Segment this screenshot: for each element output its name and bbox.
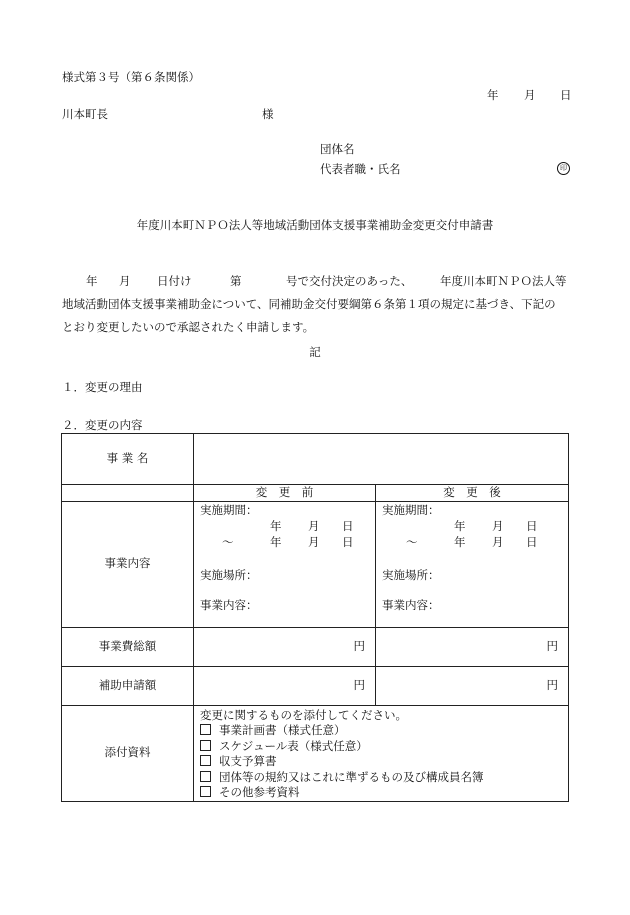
after-period-label: 実施期間： [382, 502, 440, 517]
after-header: 変 更 後 [376, 485, 569, 502]
detail-label: 事業内容 [62, 501, 194, 627]
date-day: 日 [560, 88, 572, 102]
body-dai: 第 [230, 274, 242, 288]
before-place-label: 実施場所： [200, 567, 258, 582]
checkbox-icon[interactable] [200, 724, 211, 735]
project-name-label [62, 434, 194, 485]
row-total-cost [62, 627, 569, 666]
blank-header-cell [62, 485, 194, 502]
yen-unit: 円 [353, 677, 365, 692]
after-end-day: 日 [526, 534, 538, 549]
attachment-label: 団体等の規約又はこれに準ずるもの及び構成員名簿 [219, 769, 484, 784]
before-end-month: 月 [308, 534, 320, 549]
after-tilde: ～ [406, 534, 418, 549]
attachment-item[interactable] [200, 723, 562, 739]
body-go: 号で交付決定のあった、 [286, 274, 413, 288]
seal-mark: 印 [557, 162, 570, 175]
subsidy-before[interactable] [194, 666, 376, 705]
row-column-headers [62, 485, 569, 502]
total-cost-before[interactable] [194, 627, 376, 666]
attachments-label: 添付資料 [62, 705, 194, 801]
attachment-label: その他参考資料 [219, 785, 300, 800]
after-end-month: 月 [492, 534, 504, 549]
attachments-cell [194, 705, 569, 801]
detail-before-cell[interactable] [194, 501, 376, 627]
row-subsidy [62, 666, 569, 705]
after-content-label: 事業内容： [382, 597, 440, 612]
attachment-item[interactable] [200, 739, 562, 755]
before-tilde: ～ [222, 534, 234, 549]
representative-label: 代表者職・氏名 [320, 162, 401, 176]
checkbox-icon[interactable] [200, 740, 211, 751]
checkbox-icon[interactable] [200, 771, 211, 782]
attachment-item[interactable] [200, 754, 562, 770]
before-content-label: 事業内容： [200, 597, 258, 612]
yen-unit: 円 [546, 638, 558, 653]
attachment-label: スケジュール表（様式任意） [219, 738, 368, 753]
subsidy-label: 補助申請額 [62, 666, 194, 705]
attachment-label: 収支予算書 [219, 754, 277, 769]
body-line-2: 地域活動団体支援事業補助金について、同補助金交付要綱第６条第１項の規定に基づき、下記の [62, 297, 556, 311]
yen-unit: 円 [353, 638, 365, 653]
total-cost-label: 事業費総額 [62, 627, 194, 666]
body-line-3: とおり変更したいので承認されたく申請します。 [62, 320, 315, 334]
checkbox-icon[interactable] [200, 786, 211, 797]
attachment-label: 事業計画書（様式任意） [219, 723, 346, 738]
before-end-day: 日 [342, 534, 354, 549]
yen-unit: 円 [546, 677, 558, 692]
honorific: 様 [262, 107, 274, 121]
body-paragraph [62, 270, 572, 339]
ki-mark: 記 [309, 345, 321, 359]
after-start-year: 年 [454, 518, 466, 533]
section-content: ２．変更の内容 [62, 418, 143, 432]
after-end-year: 年 [454, 534, 466, 549]
checkbox-icon[interactable] [200, 755, 211, 766]
after-start-month: 月 [492, 518, 504, 533]
after-start-day: 日 [526, 518, 538, 533]
project-name-label-text: 事 業 名 [106, 451, 149, 466]
before-start-year: 年 [270, 518, 282, 533]
row-project-name [62, 434, 569, 485]
before-header: 変 更 前 [194, 485, 376, 502]
attachments-note: 変更に関するものを添付してください。 [200, 707, 407, 722]
body-year: 年 [86, 274, 98, 288]
before-end-year: 年 [270, 534, 282, 549]
section-reason: １．変更の理由 [62, 380, 143, 394]
recipient: 川本町長 [62, 107, 108, 121]
date-year: 年 [487, 88, 499, 102]
body-fiscal-year: 年度川本町ＮＰＯ法人等 [440, 274, 567, 288]
subsidy-after[interactable] [376, 666, 569, 705]
project-name-field[interactable] [194, 434, 569, 485]
body-month: 月 [119, 274, 131, 288]
before-start-month: 月 [308, 518, 320, 533]
change-table [61, 433, 569, 802]
form-number: 様式第３号（第６条関係） [62, 70, 200, 84]
before-period-label: 実施期間： [200, 502, 258, 517]
attachment-item[interactable] [200, 785, 562, 801]
before-start-day: 日 [342, 518, 354, 533]
total-cost-after[interactable] [376, 627, 569, 666]
document-title: 年度川本町ＮＰＯ法人等地域活動団体支援事業補助金変更交付申請書 [136, 218, 494, 232]
attachment-item[interactable] [200, 770, 562, 786]
date-month: 月 [524, 88, 536, 102]
detail-after-cell[interactable] [376, 501, 569, 627]
body-day: 日付け [157, 274, 192, 288]
row-attachments [62, 705, 569, 801]
after-place-label: 実施場所： [382, 567, 440, 582]
row-detail [62, 501, 569, 627]
org-name-label: 団体名 [320, 142, 355, 156]
